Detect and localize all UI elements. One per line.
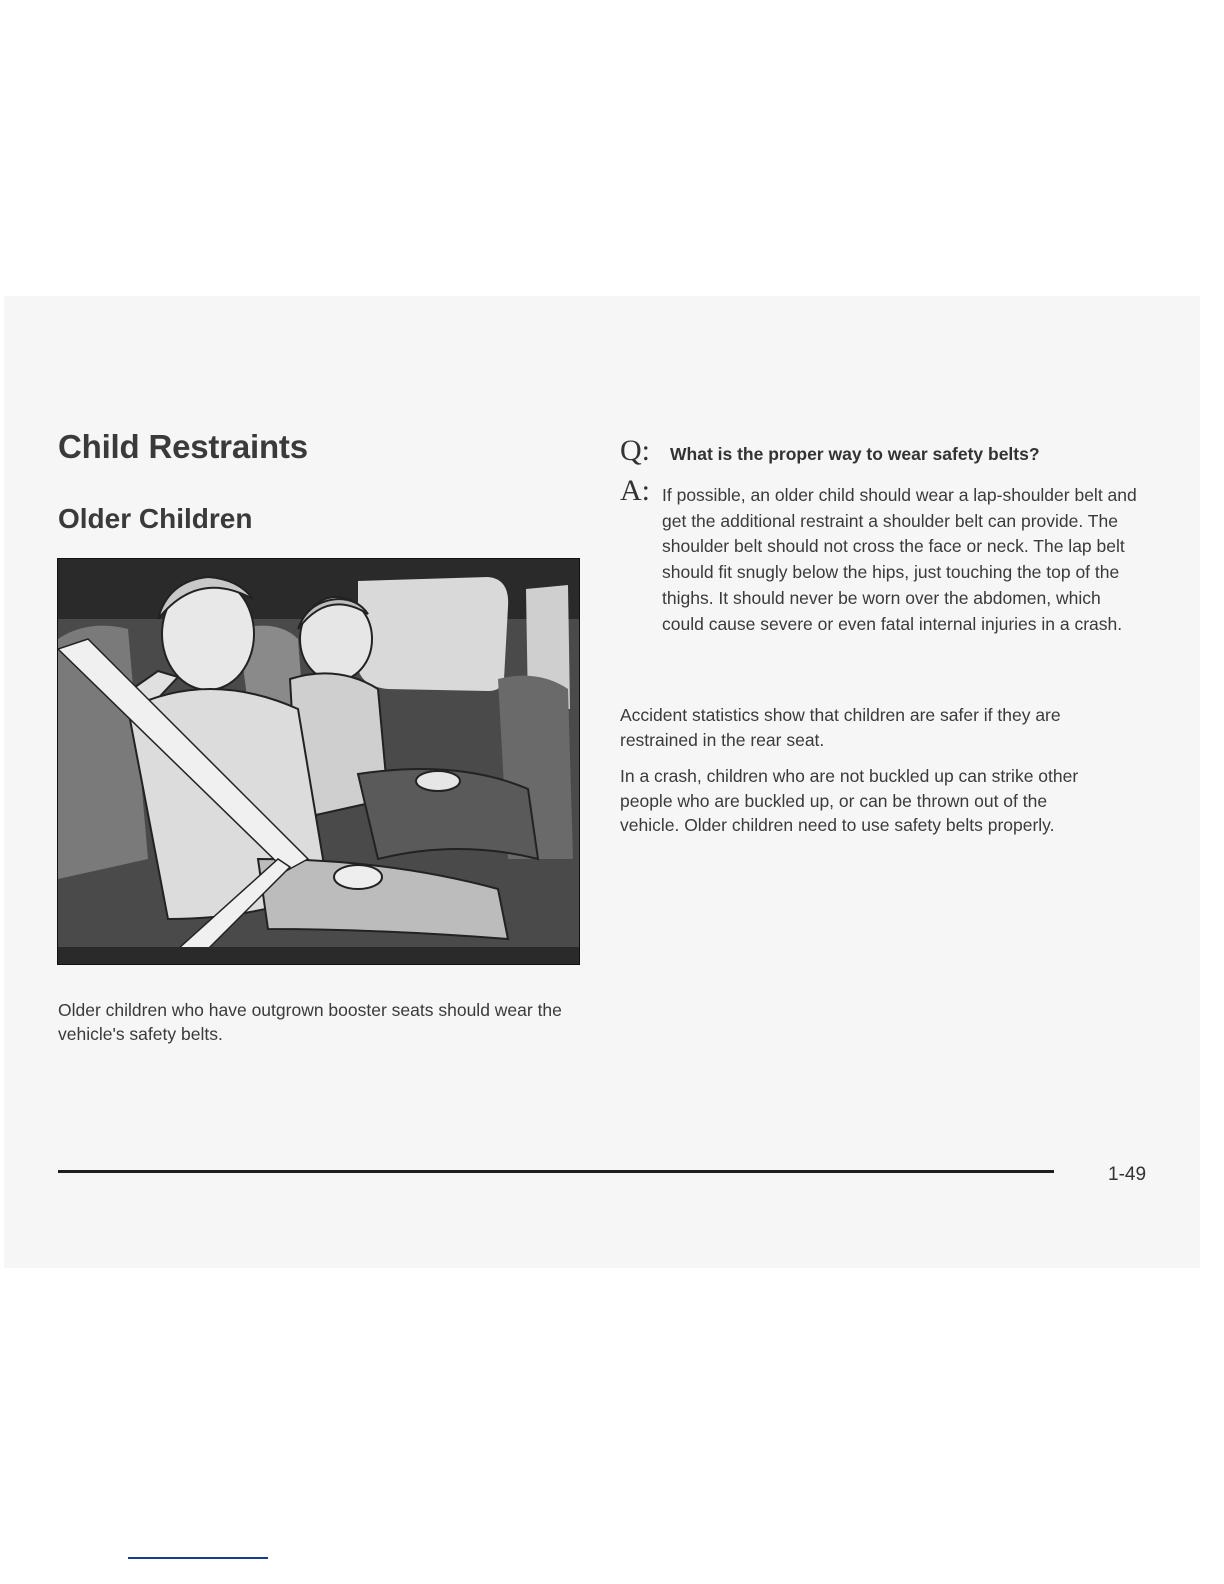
footer-rule (58, 1170, 1054, 1173)
section-subtitle: Older Children (58, 503, 253, 534)
bottom-divider (128, 1557, 268, 1559)
paragraph-crash-risk: In a crash, children who are not buckled up can strike other people who are buckled up, or can be thrown out of the vehicle. Older children need to use safety belts properly. (620, 766, 1079, 835)
section-title: Child Restraints (58, 428, 308, 465)
question-marker: Q: (620, 434, 650, 467)
answer-marker: A: (620, 474, 650, 507)
answer-text: If possible, an older child should wear a lap-shoulder belt and get the additional restraint a shoulder belt can provide. The shoulder belt should not cross the face or neck. The lap belt should fit snugly below the hips, just touching the top of the thighs. It should never be worn over the abdomen, which could cause severe or even fatal internal injuries in a crash. (662, 485, 1137, 634)
children-seatbelt-illustration (57, 558, 580, 965)
paragraph-accident-statistics: Accident statistics show that children are safer if they are restrained in the rear seat. (620, 705, 1061, 750)
question-text: What is the proper way to wear safety belts? (670, 444, 1040, 464)
page-number: 1-49 (1108, 1164, 1147, 1185)
figure-caption: Older children who have outgrown booster seats should wear the vehicle's safety belts. (58, 1000, 562, 1044)
